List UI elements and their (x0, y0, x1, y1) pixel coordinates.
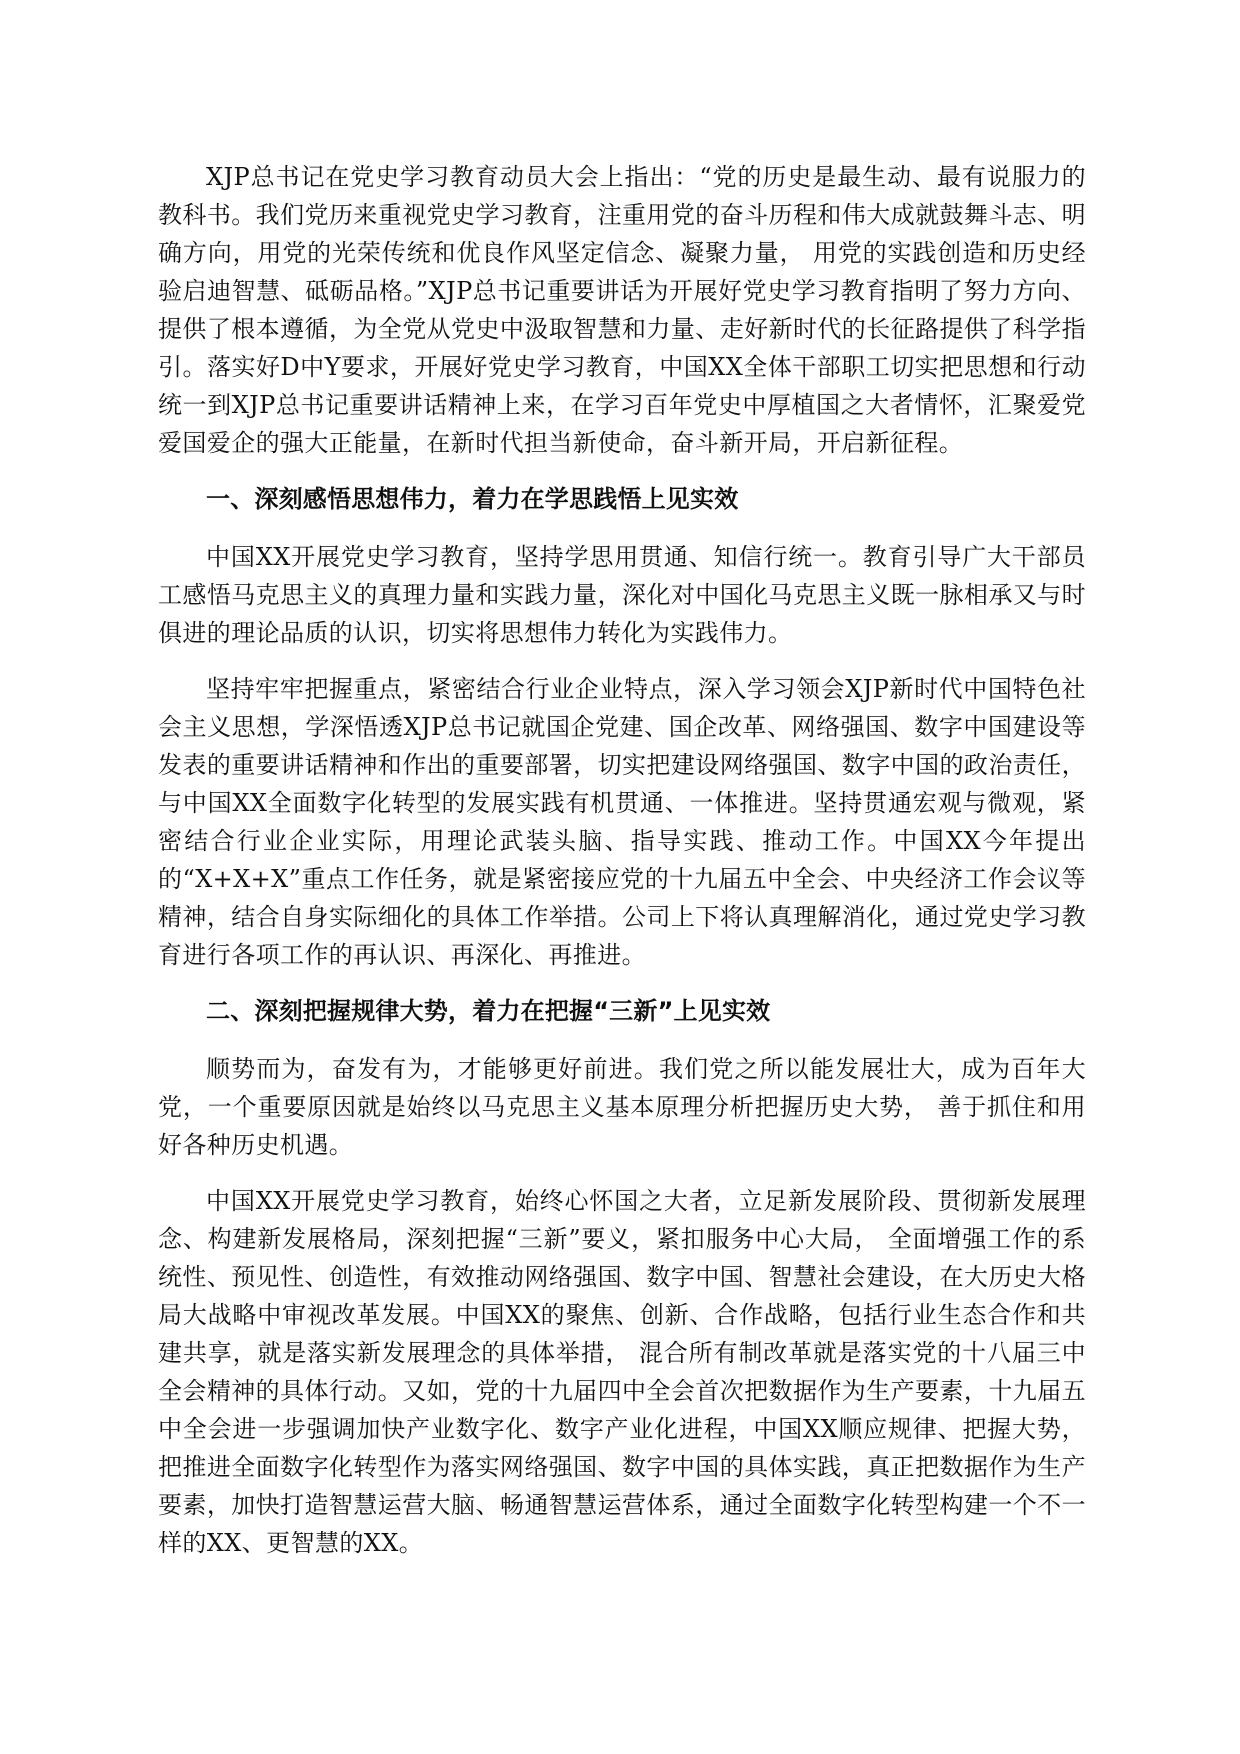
intro-paragraph: XJP总书记在党史学习教育动员大会上指出：“党的历史是最生动、最有说服力的教科书。我们党历来重视党史学习教育，注重用党的奋斗历程和伟大成就鼓舞斗志、明确方向，用党的光荣传统和优良作风坚定信念、凝聚力量， 用党的实践创造和历史经验启迪智慧、砥砺品格。”XJP总书记重要讲话为开展好党史学习教育指明了努力方向、提供了根本遵循，为全党从党史中汲取智慧和力量、走好新时代的长征路提供了科学指引。落实好D中Y要求，开展好党史学习教育，中国XX全体干部职工切实把思想和行动统一到XJP总书记重要讲话精神上来，在学习百年党史中厚植国之大者情怀，汇聚爱党爱国爱企的强大正能量，在新时代担当新使命，奋斗新开局，开启新征程。 (158, 163, 1086, 457)
section-2-paragraph-1: 顺势而为，奋发有为，才能够更好前进。我们党之所以能发展壮大，成为百年大党，一个重要原因就是始终以马克思主义基本原理分析把握历史大势， 善于抓住和用好各种历史机遇。 (158, 1055, 1086, 1159)
section-heading-2: 二、深刻把握规律大势，着力在把握“三新”上见实效 (206, 997, 771, 1025)
section-heading-1: 一、深刻感悟思想伟力，着力在学思践悟上见实效 (206, 485, 739, 513)
section-1-paragraph-1: 中国XX开展党史学习教育，坚持学思用贯通、知信行统一。教育引导广大干部员工感悟马克思主义的真理力量和实践力量，深化对中国化马克思主义既一脉相承又与时俱进的理论品质的认识，切实将思想伟力转化为实践伟力。 (158, 543, 1086, 647)
section-1-paragraph-2: 坚持牢牢把握重点，紧密结合行业企业特点，深入学习领会XJP新时代中国特色社会主义思想，学深悟透XJP总书记就国企党建、国企改革、网络强国、数字中国建设等发表的重要讲话精神和作出的重要部署，切实把建设网络强国、数字中国的政治责任，与中国XX全面数字化转型的发展实践有机贯通、一体推进。坚持贯通宏观与微观，紧密结合行业企业实际，用理论武装头脑、指导实践、推动工作。中国XX今年提出的“X+X+X”重点工作任务，就是紧密接应党的十九届五中全会、中央经济工作会议等精神，结合自身实际细化的具体工作举措。公司上下将认真理解消化，通过党史学习教育进行各项工作的再认识、再深化、再推进。 (158, 675, 1086, 969)
section-2-paragraph-2: 中国XX开展党史学习教育，始终心怀国之大者，立足新发展阶段、贯彻新发展理念、构建新发展格局，深刻把握“三新”要义，紧扣服务中心大局， 全面增强工作的系统性、预见性、创造性，有效推动网络强国、数字中国、智慧社会建设，在大历史大格局大战略中审视改革发展。中国XX的聚焦、创新、合作战略，包括行业生态合作和共建共享，就是落实新发展理念的具体举措， 混合所有制改革就是落实党的十八届三中全会精神的具体行动。又如，党的十九届四中全会首次把数据作为生产要素，十九届五中全会进一步强调加快产业数字化、数字产业化进程，中国XX顺应规律、把握大势，把推进全面数字化转型作为落实网络强国、数字中国的具体实践，真正把数据作为生产要素，加快打造智慧运营大脑、畅通智慧运营体系，通过全面数字化转型构建一个不一样的XX、更智慧的XX。 (158, 1187, 1086, 1557)
document-page (158, 158, 1086, 1580)
